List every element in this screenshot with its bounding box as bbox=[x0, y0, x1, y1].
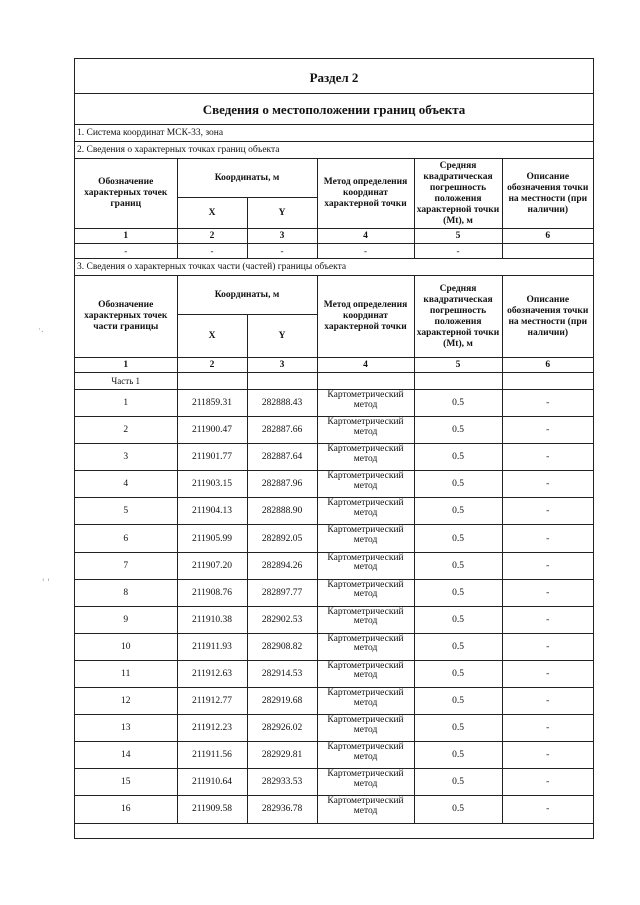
table-row bbox=[75, 417, 593, 444]
table-row bbox=[75, 390, 593, 417]
method: Картометрический метод bbox=[317, 660, 414, 687]
coord-x: 211900.47 bbox=[177, 417, 247, 444]
empty-row bbox=[75, 244, 593, 259]
table-row bbox=[75, 688, 593, 715]
description: - bbox=[502, 498, 593, 525]
description: - bbox=[502, 525, 593, 552]
coord-x: 211859.31 bbox=[177, 390, 247, 417]
method: Картометрический метод bbox=[317, 796, 414, 823]
description: - bbox=[502, 552, 593, 579]
description: - bbox=[502, 769, 593, 796]
accuracy: 0.5 bbox=[414, 552, 502, 579]
point-number: 10 bbox=[75, 633, 177, 660]
coord-y: 282892.05 bbox=[247, 525, 317, 552]
point-number: 11 bbox=[75, 660, 177, 687]
scan-mark: ·. bbox=[38, 325, 44, 335]
boundary-points-table bbox=[75, 159, 593, 259]
coord-x: 211903.15 bbox=[177, 471, 247, 498]
coord-y: 282908.82 bbox=[247, 633, 317, 660]
coord-x: 211910.38 bbox=[177, 606, 247, 633]
point-number: 14 bbox=[75, 742, 177, 769]
section-title: Раздел 2 bbox=[75, 59, 593, 94]
point-number: 9 bbox=[75, 606, 177, 633]
coord-y: 282914.53 bbox=[247, 660, 317, 687]
table-row bbox=[75, 525, 593, 552]
coord-x: 211901.77 bbox=[177, 444, 247, 471]
method: Картометрический метод bbox=[317, 552, 414, 579]
col-number: 4 bbox=[317, 229, 414, 244]
point-number: 6 bbox=[75, 525, 177, 552]
coord-y: 282887.64 bbox=[247, 444, 317, 471]
coord-x: 211910.64 bbox=[177, 769, 247, 796]
accuracy: 0.5 bbox=[414, 769, 502, 796]
accuracy: 0.5 bbox=[414, 660, 502, 687]
point-number: 5 bbox=[75, 498, 177, 525]
accuracy: 0.5 bbox=[414, 688, 502, 715]
scan-mark: ' ' bbox=[42, 578, 50, 588]
header-y: Y bbox=[247, 315, 317, 358]
method: Картометрический метод bbox=[317, 633, 414, 660]
description: - bbox=[502, 633, 593, 660]
point-number: 3 bbox=[75, 444, 177, 471]
table-row bbox=[75, 606, 593, 633]
header-x: X bbox=[177, 315, 247, 358]
description: - bbox=[502, 796, 593, 823]
col-number: 3 bbox=[247, 229, 317, 244]
accuracy: 0.5 bbox=[414, 417, 502, 444]
empty-cell: - bbox=[247, 244, 317, 259]
table-row bbox=[75, 769, 593, 796]
point-number: 16 bbox=[75, 796, 177, 823]
point-number: 1 bbox=[75, 390, 177, 417]
accuracy: 0.5 bbox=[414, 579, 502, 606]
table-row bbox=[75, 796, 593, 823]
empty-cell: - bbox=[177, 244, 247, 259]
point-number: 7 bbox=[75, 552, 177, 579]
accuracy: 0.5 bbox=[414, 715, 502, 742]
description: - bbox=[502, 742, 593, 769]
coord-y: 282894.26 bbox=[247, 552, 317, 579]
accuracy: 0.5 bbox=[414, 606, 502, 633]
accuracy: 0.5 bbox=[414, 471, 502, 498]
part-points-table bbox=[75, 276, 593, 824]
accuracy: 0.5 bbox=[414, 742, 502, 769]
table-row bbox=[75, 552, 593, 579]
coord-y: 282888.43 bbox=[247, 390, 317, 417]
coord-x: 211911.93 bbox=[177, 633, 247, 660]
coord-y: 282919.68 bbox=[247, 688, 317, 715]
description: - bbox=[502, 471, 593, 498]
header-coords: Координаты, м bbox=[177, 276, 317, 315]
header-method: Метод определения координат характерной точки bbox=[317, 276, 414, 358]
table-row bbox=[75, 498, 593, 525]
coord-x: 211912.23 bbox=[177, 715, 247, 742]
point-number: 12 bbox=[75, 688, 177, 715]
col-number: 1 bbox=[75, 229, 177, 244]
header-description: Описание обозначения точки на местности (при наличии) bbox=[502, 276, 593, 358]
coord-x: 211911.56 bbox=[177, 742, 247, 769]
method: Картометрический метод bbox=[317, 417, 414, 444]
section-subtitle: Сведения о местоположении границ объекта bbox=[75, 94, 593, 125]
point-number: 4 bbox=[75, 471, 177, 498]
accuracy: 0.5 bbox=[414, 525, 502, 552]
coord-x: 211908.76 bbox=[177, 579, 247, 606]
point-number: 15 bbox=[75, 769, 177, 796]
accuracy: 0.5 bbox=[414, 444, 502, 471]
part-row bbox=[75, 373, 593, 390]
table2-caption: 3. Сведения о характерных точках части (частей) границы объекта bbox=[75, 259, 593, 276]
description: - bbox=[502, 417, 593, 444]
col-number: 6 bbox=[502, 358, 593, 373]
empty-cell: - bbox=[414, 244, 502, 259]
header-accuracy: Средняя квадратическая погрешность положения характерной точки (Mt), м bbox=[414, 276, 502, 358]
header-method: Метод определения координат характерной точки bbox=[317, 159, 414, 229]
accuracy: 0.5 bbox=[414, 390, 502, 417]
header-accuracy: Средняя квадратическая погрешность положения характерной точки (Mt), м bbox=[414, 159, 502, 229]
description: - bbox=[502, 390, 593, 417]
table1-caption: 2. Сведения о характерных точках границ объекта bbox=[75, 142, 593, 159]
method: Картометрический метод bbox=[317, 444, 414, 471]
method: Картометрический метод bbox=[317, 688, 414, 715]
header-designation: Обозначение характерных точек части границы bbox=[75, 276, 177, 358]
table-row bbox=[75, 660, 593, 687]
empty-cell bbox=[502, 244, 593, 259]
coord-y: 282888.90 bbox=[247, 498, 317, 525]
coord-y: 282926.02 bbox=[247, 715, 317, 742]
point-rows bbox=[75, 390, 593, 824]
description: - bbox=[502, 688, 593, 715]
point-number: 13 bbox=[75, 715, 177, 742]
description: - bbox=[502, 606, 593, 633]
accuracy: 0.5 bbox=[414, 498, 502, 525]
method: Картометрический метод bbox=[317, 525, 414, 552]
table-row bbox=[75, 633, 593, 660]
description: - bbox=[502, 660, 593, 687]
accuracy: 0.5 bbox=[414, 796, 502, 823]
coord-y: 282887.96 bbox=[247, 471, 317, 498]
accuracy: 0.5 bbox=[414, 633, 502, 660]
table-row bbox=[75, 715, 593, 742]
coord-x: 211905.99 bbox=[177, 525, 247, 552]
description: - bbox=[502, 715, 593, 742]
col-number: 2 bbox=[177, 358, 247, 373]
column-numbers-row bbox=[75, 229, 593, 244]
coord-y: 282936.78 bbox=[247, 796, 317, 823]
coord-y: 282902.53 bbox=[247, 606, 317, 633]
description: - bbox=[502, 444, 593, 471]
coord-y: 282897.77 bbox=[247, 579, 317, 606]
table-tail bbox=[75, 824, 593, 838]
header-coords: Координаты, м bbox=[177, 159, 317, 198]
col-number: 5 bbox=[414, 358, 502, 373]
coord-y: 282887.66 bbox=[247, 417, 317, 444]
description: - bbox=[502, 579, 593, 606]
method: Картометрический метод bbox=[317, 471, 414, 498]
document-sheet bbox=[74, 58, 594, 839]
method: Картометрический метод bbox=[317, 606, 414, 633]
coord-x: 211907.20 bbox=[177, 552, 247, 579]
column-numbers-row bbox=[75, 358, 593, 373]
method: Картометрический метод bbox=[317, 742, 414, 769]
header-designation: Обозначение характерных точек границ bbox=[75, 159, 177, 229]
coord-x: 211909.58 bbox=[177, 796, 247, 823]
col-number: 4 bbox=[317, 358, 414, 373]
coord-x: 211912.63 bbox=[177, 660, 247, 687]
point-number: 2 bbox=[75, 417, 177, 444]
header-y: Y bbox=[247, 198, 317, 229]
coord-y: 282929.81 bbox=[247, 742, 317, 769]
part-label: Часть 1 bbox=[75, 373, 177, 390]
table-row bbox=[75, 444, 593, 471]
col-number: 6 bbox=[502, 229, 593, 244]
empty-cell: - bbox=[75, 244, 177, 259]
method: Картометрический метод bbox=[317, 498, 414, 525]
method: Картометрический метод bbox=[317, 579, 414, 606]
col-number: 2 bbox=[177, 229, 247, 244]
table-row bbox=[75, 471, 593, 498]
coord-y: 282933.53 bbox=[247, 769, 317, 796]
coord-system-line: 1. Система координат МСК-33, зона bbox=[75, 125, 593, 142]
coord-x: 211912.77 bbox=[177, 688, 247, 715]
empty-cell: - bbox=[317, 244, 414, 259]
col-number: 1 bbox=[75, 358, 177, 373]
col-number: 3 bbox=[247, 358, 317, 373]
coord-x: 211904.13 bbox=[177, 498, 247, 525]
method: Картометрический метод bbox=[317, 769, 414, 796]
header-description: Описание обозначения точки на местности (при наличии) bbox=[502, 159, 593, 229]
table-row bbox=[75, 579, 593, 606]
method: Картометрический метод bbox=[317, 390, 414, 417]
table-row bbox=[75, 742, 593, 769]
header-x: X bbox=[177, 198, 247, 229]
method: Картометрический метод bbox=[317, 715, 414, 742]
col-number: 5 bbox=[414, 229, 502, 244]
point-number: 8 bbox=[75, 579, 177, 606]
